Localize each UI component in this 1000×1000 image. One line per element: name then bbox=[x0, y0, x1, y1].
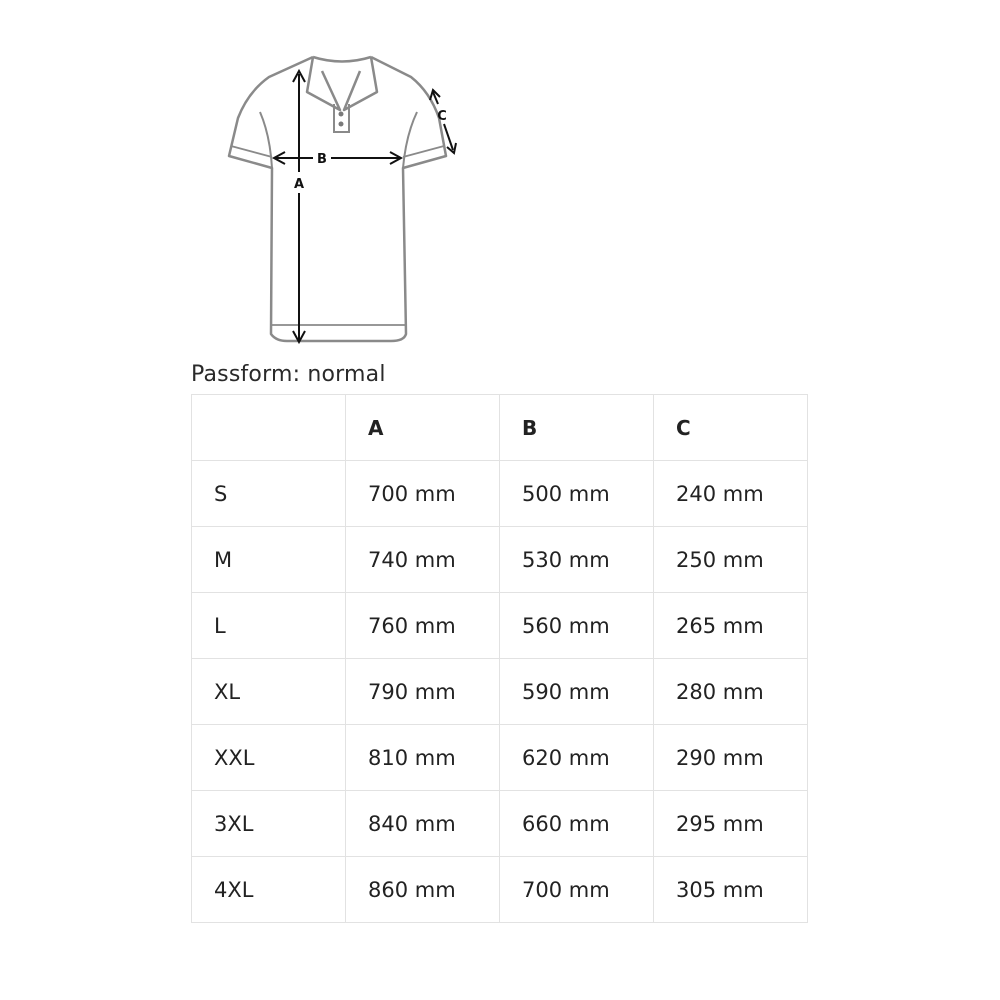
measure-b-label: B bbox=[317, 152, 327, 167]
size-cell: 4XL bbox=[192, 857, 346, 923]
fit-label: Passform: normal bbox=[191, 362, 386, 387]
measure-a-cell: 860 mm bbox=[346, 857, 500, 923]
collar-left bbox=[307, 57, 340, 110]
button-1 bbox=[339, 112, 344, 117]
measure-b-cell: 560 mm bbox=[500, 593, 654, 659]
measure-b-cell: 500 mm bbox=[500, 461, 654, 527]
measure-b-cell: 660 mm bbox=[500, 791, 654, 857]
measure-c-cell: 290 mm bbox=[654, 725, 808, 791]
polo-shirt-diagram bbox=[0, 0, 1000, 360]
size-cell: XXL bbox=[192, 725, 346, 791]
table-row bbox=[192, 527, 808, 593]
measure-c-cell: 265 mm bbox=[654, 593, 808, 659]
table-row bbox=[192, 791, 808, 857]
sleeve-hem-right bbox=[403, 146, 444, 157]
table-row bbox=[192, 725, 808, 791]
table-header-row bbox=[192, 395, 808, 461]
sleeve-seam-left bbox=[260, 112, 272, 168]
size-table bbox=[191, 394, 808, 923]
header-cell-a: A bbox=[346, 395, 500, 461]
measure-a-cell: 790 mm bbox=[346, 659, 500, 725]
measure-b-cell: 700 mm bbox=[500, 857, 654, 923]
header-cell-size bbox=[192, 395, 346, 461]
measure-b-cell: 530 mm bbox=[500, 527, 654, 593]
measure-c-cell: 280 mm bbox=[654, 659, 808, 725]
measure-a-cell: 740 mm bbox=[346, 527, 500, 593]
measure-a-label: A bbox=[293, 177, 305, 192]
measure-c-cell: 250 mm bbox=[654, 527, 808, 593]
size-cell: L bbox=[192, 593, 346, 659]
collar-right bbox=[344, 57, 377, 110]
table-row bbox=[192, 659, 808, 725]
size-cell: 3XL bbox=[192, 791, 346, 857]
sleeve-hem-left bbox=[231, 146, 272, 157]
measure-a-cell: 760 mm bbox=[346, 593, 500, 659]
header-cell-b: B bbox=[500, 395, 654, 461]
measure-c-cell: 305 mm bbox=[654, 857, 808, 923]
measure-c-cell: 295 mm bbox=[654, 791, 808, 857]
size-cell: S bbox=[192, 461, 346, 527]
size-cell: XL bbox=[192, 659, 346, 725]
measure-b-cell: 620 mm bbox=[500, 725, 654, 791]
measure-b-cell: 590 mm bbox=[500, 659, 654, 725]
measure-b-arrow bbox=[274, 152, 401, 167]
size-cell: M bbox=[192, 527, 346, 593]
table-row bbox=[192, 857, 808, 923]
header-cell-c: C bbox=[654, 395, 808, 461]
polo-shirt-illustration bbox=[0, 0, 1000, 360]
table-row bbox=[192, 461, 808, 527]
shirt-outline bbox=[229, 57, 446, 341]
measure-c-label: C bbox=[437, 109, 447, 124]
measure-a-cell: 840 mm bbox=[346, 791, 500, 857]
measure-a-arrow bbox=[293, 71, 305, 342]
measure-a-cell: 700 mm bbox=[346, 461, 500, 527]
measure-a-cell: 810 mm bbox=[346, 725, 500, 791]
sleeve-seam-right bbox=[403, 112, 417, 168]
measure-c-cell: 240 mm bbox=[654, 461, 808, 527]
collar-back bbox=[313, 57, 371, 62]
button-2 bbox=[339, 122, 344, 127]
table-row bbox=[192, 593, 808, 659]
